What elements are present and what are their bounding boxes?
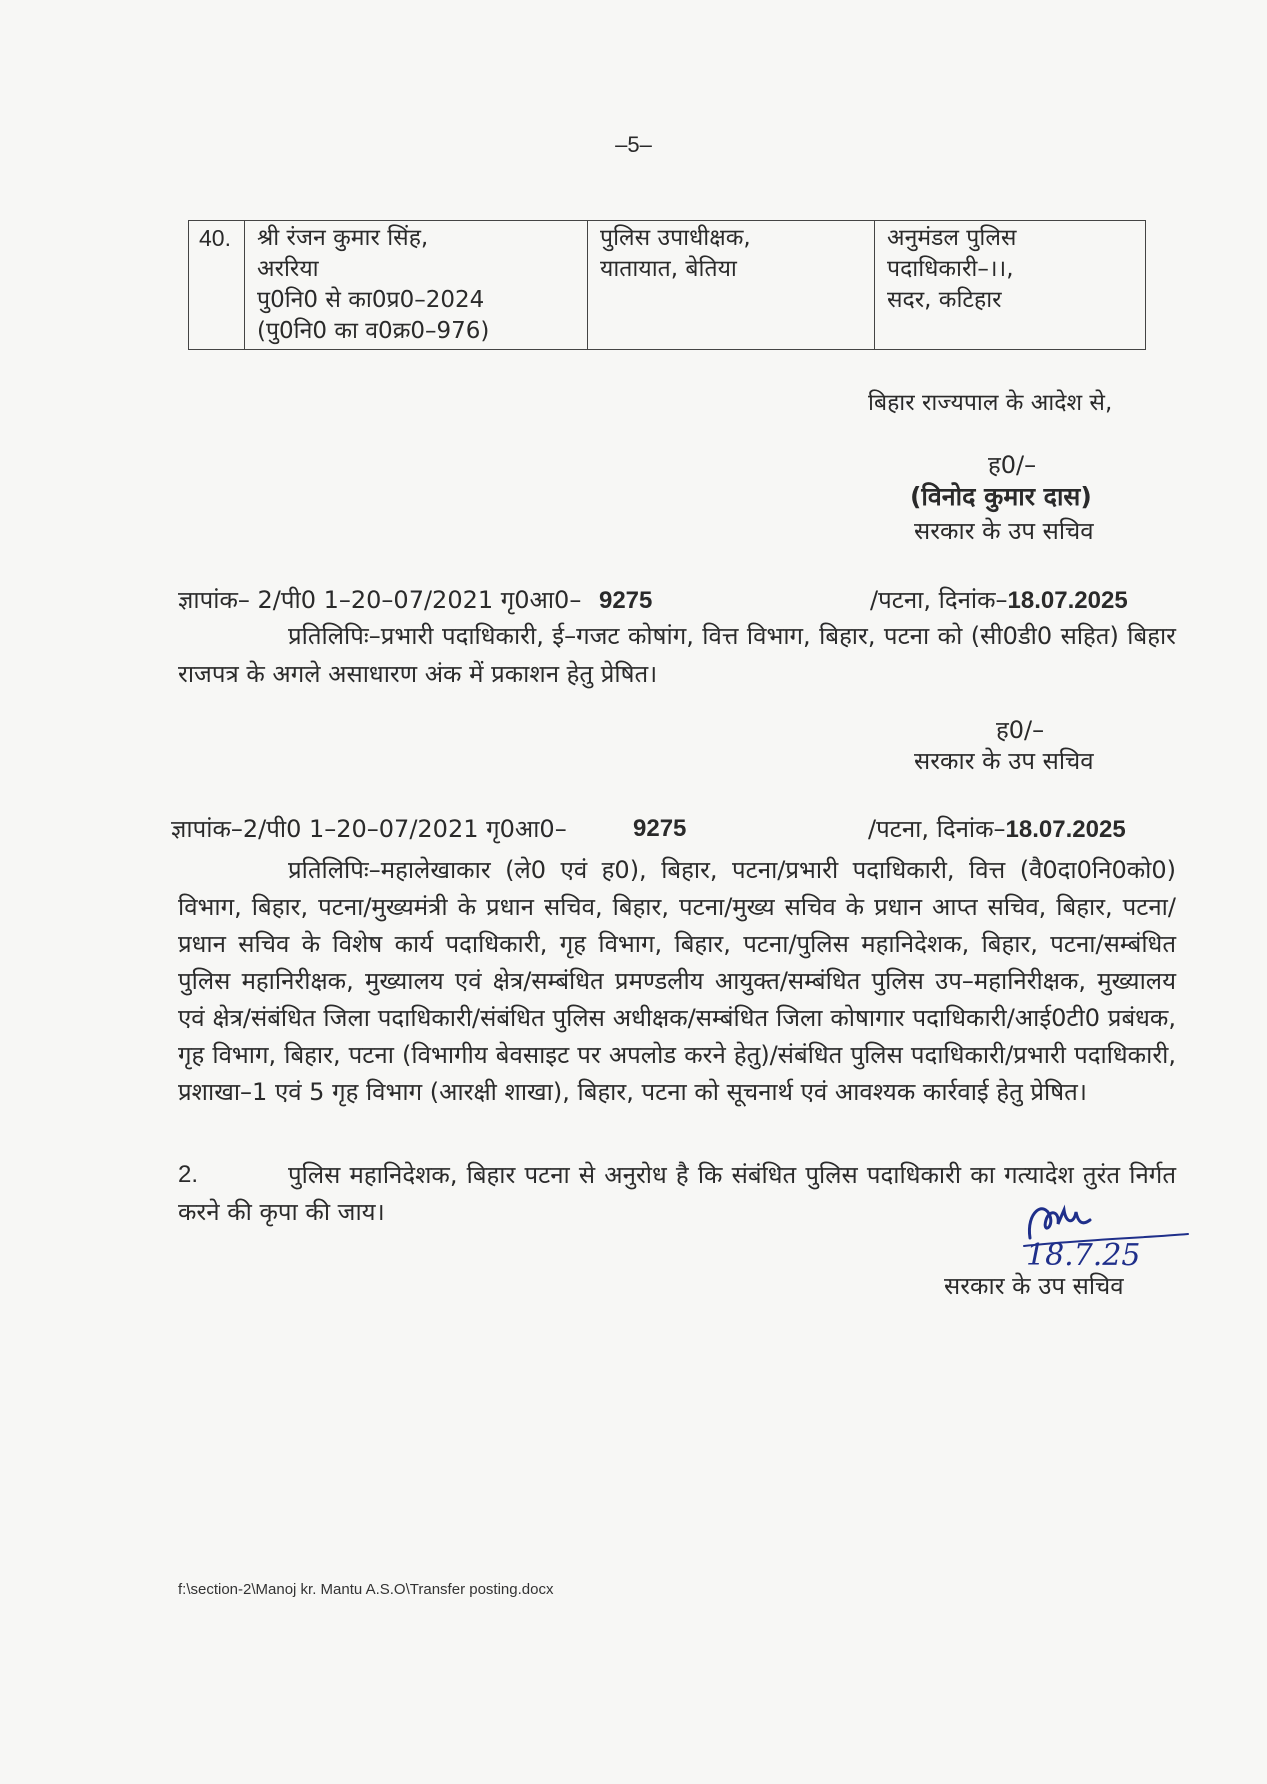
officer-cell bbox=[245, 221, 588, 350]
transfer-table bbox=[188, 220, 1146, 350]
memo-2-place-date-prefix: /पटना, दिनांक– bbox=[868, 815, 1006, 843]
memo-2-ref-prefix: ज्ञापांक–2/पी0 1–20–07/2021 गृ0आ0– bbox=[171, 815, 567, 843]
memo-1-date: 18.07.2025 bbox=[1007, 587, 1128, 614]
memo-1-body: प्रतिलिपिः–प्रभारी पदाधिकारी, ई–गजट कोषांग, वित्त विभाग, बिहार, पटना को (सी0डी0 सहित) बिहार राजपत्र के अगले असाधारण अंक में प्रकाशन हेतु प्रेषित। bbox=[178, 622, 1176, 688]
memo-2-ref-line bbox=[171, 811, 1181, 847]
memo-2-date: 18.07.2025 bbox=[1005, 816, 1126, 843]
memo-1-ref-line bbox=[178, 582, 1168, 619]
memo-1-ref-number: 9275 bbox=[598, 587, 653, 614]
serial-cell: 40. bbox=[189, 221, 245, 350]
current-post-line: पुलिस उपाधीक्षक, bbox=[600, 225, 751, 251]
signatory-name: (विनोद कुमार दास) bbox=[910, 482, 1092, 511]
page-number: –5– bbox=[615, 132, 652, 157]
current-post-cell bbox=[588, 221, 875, 350]
table-row bbox=[189, 221, 1146, 350]
memo-1-place-date bbox=[870, 582, 1128, 619]
signatory-designation-1: सरकार के उप सचिव bbox=[914, 517, 1094, 545]
new-post-cell bbox=[875, 221, 1146, 350]
officer-district: अररिया bbox=[257, 256, 319, 282]
memo-2-place-date bbox=[868, 811, 1126, 848]
memo-2-designation: सरकार के उप सचिव bbox=[944, 1272, 1124, 1300]
memo-1-ref-prefix: ज्ञापांक– 2/पी0 1–20–07/2021 गृ0आ0– bbox=[178, 586, 582, 614]
officer-seniority-ref: (पु0नि0 का व0क्र0–976) bbox=[257, 318, 490, 344]
new-post-line: अनुमंडल पुलिस bbox=[887, 225, 1017, 251]
footer-file-path: f:\section-2\Manoj kr. Mantu A.S.O\Transfer posting.docx bbox=[178, 1581, 554, 1598]
signature-date: 18.7.25 bbox=[1026, 1238, 1141, 1273]
signed-mark-1: ह0/– bbox=[988, 451, 1037, 479]
memo-1-place-date-prefix: /पटना, दिनांक– bbox=[870, 586, 1008, 614]
memo-2-ref-number: 9275 bbox=[633, 815, 687, 842]
memo-2-para2-number: 2. bbox=[178, 1161, 199, 1188]
memo-1-signed-mark: ह0/– bbox=[996, 716, 1045, 744]
new-post-line: पदाधिकारी–।।, bbox=[887, 256, 1014, 282]
memo-1-designation: सरकार के उप सचिव bbox=[914, 747, 1094, 775]
memo-2-body: प्रतिलिपिः–महालेखाकार (ले0 एवं ह0), बिहार, पटना/प्रभारी पदाधिकारी, वित्त (वै0दा0नि0को0) विभाग, बिहार, पटना/मुख्यमंत्री के प्रधान सचिव, बिहार, पटना/मुख्य सचिव के प्रधान आप्त सचिव, बिहार, पटना/प्रधान सचिव के विशेष कार्य पदाधिकारी, गृह विभाग, बिहार, पटना/पुलिस महानिदेशक, बिहार, पटना/सम्बंधित पुलिस महानिरीक्षक, मुख्यालय एवं क्षेत्र/सम्बंधित प्रमण्डलीय आयुक्त/सम्बंधित पुलिस उप–महानिरीक्षक, मुख्यालय एवं क्षेत्र/संबंधित जिला पदाधिकारी/संबंधित पुलिस अधीक्षक/सम्बंधित जिला कोषागार पदाधिकारी/आई0टी0 प्रबंधक, गृह विभाग, बिहार, पटना (विभागीय बेवसाइट पर अपलोड करने हेतु)/संबंधित पुलिस पदाधिकारी/प्रभारी पदाधिकारी, प्रशाखा–1 एवं 5 गृह विभाग (आरक्षी शाखा), बिहार, पटना को सूचनार्थ एवं आवश्यक कार्रवाई हेतु प्रेषित। bbox=[178, 856, 1176, 1106]
officer-name: श्री रंजन कुमार सिंह, bbox=[257, 225, 429, 251]
current-post-line: यातायात, बेतिया bbox=[600, 256, 737, 282]
order-line: बिहार राज्यपाल के आदेश से, bbox=[868, 390, 1113, 416]
officer-promotion-ref: पु0नि0 से का0प्र0–2024 bbox=[257, 287, 485, 313]
new-post-line: सदर, कटिहार bbox=[887, 287, 1002, 313]
memo-2-para2-text: पुलिस महानिदेशक, बिहार पटना से अनुरोध है कि संबंधित पुलिस पदाधिकारी का गत्यादेश तुरंत निर्गत करने की कृपा की जाय। bbox=[178, 1161, 1176, 1226]
